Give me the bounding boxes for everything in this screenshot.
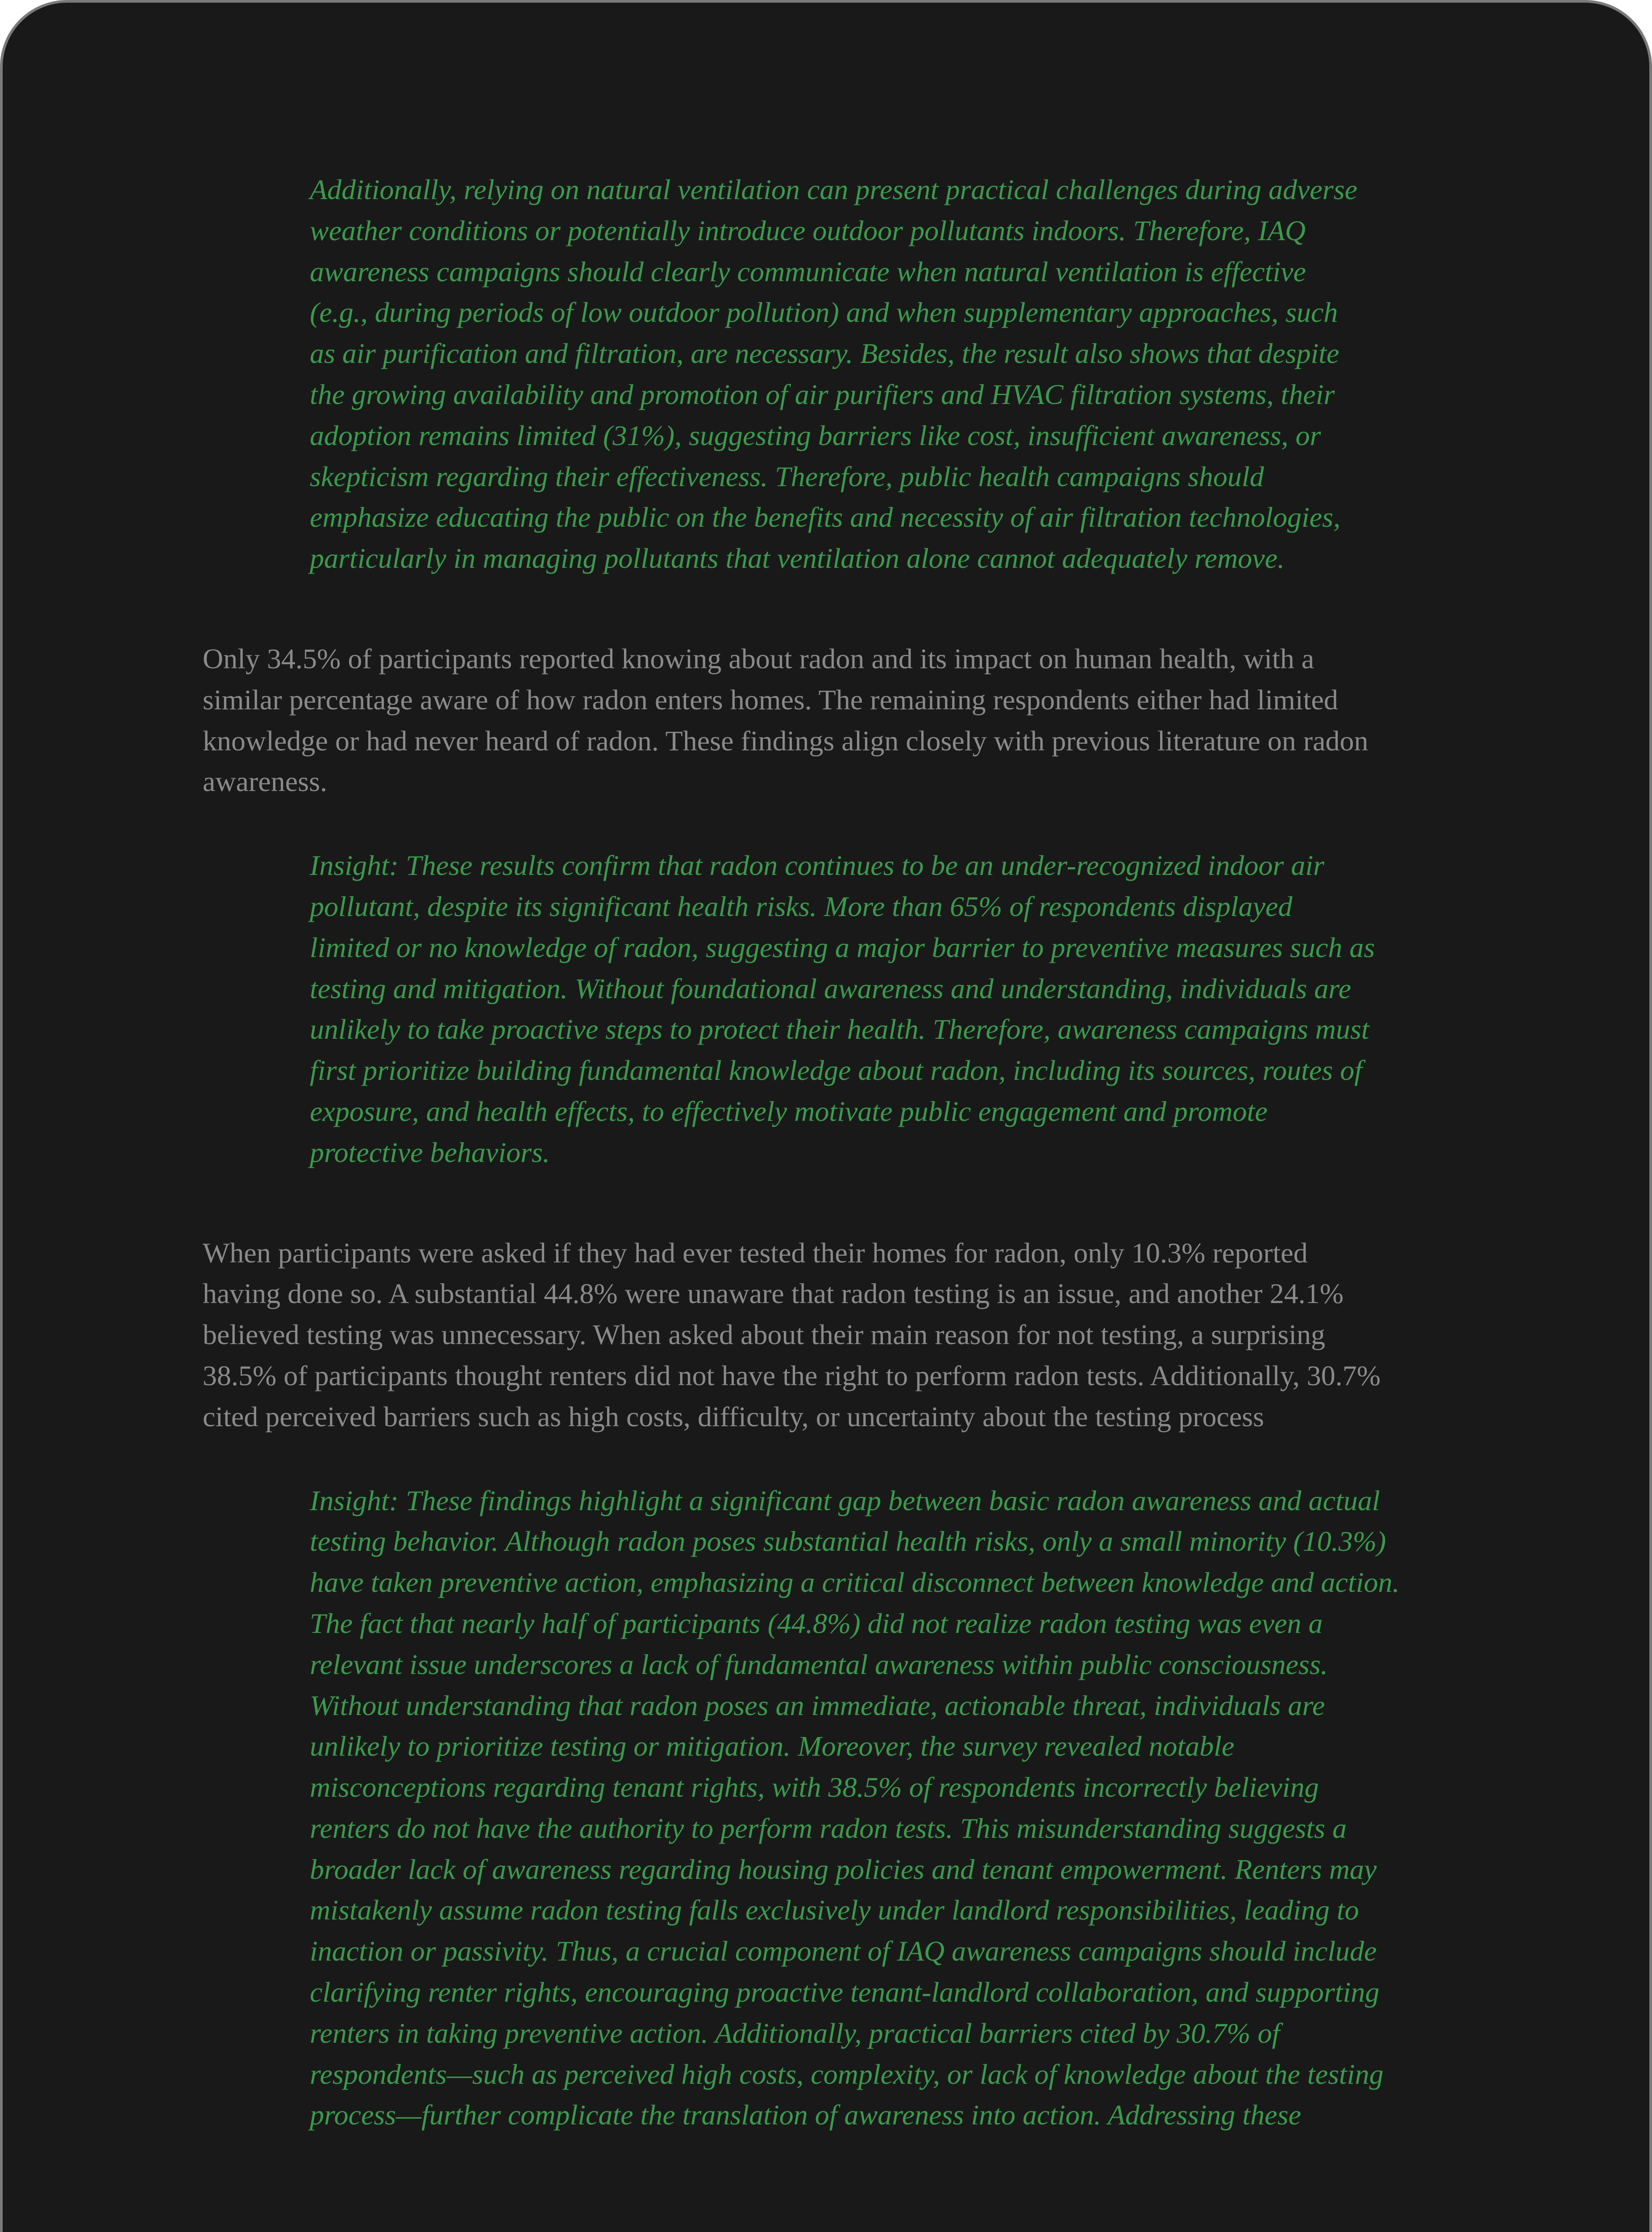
- insight-paragraph-testing-gap: Insight: These findings highlight a significant gap between basic radon awareness and actual testing behavior. Although radon poses substantial health risks, only a small minority (10.3%) have taken preventive action, emphasizing a critical disconnect between knowledge and action. The fact that nearly half of participants (44.8%) did not realize radon testing was even a relevant issue underscores a lack of fundamental awareness within public consciousness. Without understanding that radon poses an immediate, actionable threat, individuals are unlikely to prioritize testing or mitigation. Moreover, the survey revealed notable misconceptions regarding tenant rights, with 38.5% of respondents incorrectly believing renters do not have the authority to perform radon tests. This misunderstanding suggests a broader lack of awareness regarding housing policies and tenant empowerment. Renters may mistakenly assume radon testing falls exclusively under landlord responsibilities, leading to inaction or passivity. Thus, a crucial component of IAQ awareness campaigns should include clarifying renter rights, encouraging proactive tenant-landlord collaboration, and supporting renters in taking preventive action. Additionally, practical barriers cited by 30.7% of respondents—such as perceived high costs, complexity, or lack of knowledge about the testing process—further complicate the translation of awareness into action. Addressing these: [310, 1484, 1400, 2131]
- body-paragraph-radon-knowledge: Only 34.5% of participants reported knowing about radon and its impact on human health, with a similar percentage aware of how radon enters homes. The remaining respondents either had limited knowledge or had never heard of radon. These findings align closely with previous literature on radon awareness.: [203, 642, 1369, 798]
- insight-paragraph-ventilation: Additionally, relying on natural ventilation can present practical challenges during adverse weather conditions or potentially introduce outdoor pollutants indoors. Therefore, IAQ awareness campaigns should clearly communicate when natural ventilation is effective (e.g., during periods of low outdoor pollution) and when supplementary approaches, such as air purification and filtration, are necessary. Besides, the result also shows that despite the growing availability and promotion of air purifiers and HVAC filtration systems, their adoption remains limited (31%), suggesting barriers like cost, insufficient awareness, or skepticism regarding their effectiveness. Therefore, public health campaigns should emphasize educating the public on the benefits and necessity of air filtration technologies, particularly in managing pollutants that ventilation alone cannot adequately remove.: [310, 174, 1357, 575]
- document-content: [203, 169, 1457, 2136]
- body-paragraph-radon-testing: When participants were asked if they had ever tested their homes for radon, only 10.3% reported having done so. A substantial 44.8% were unaware that radon testing is an issue, and another 24.1% believed testing was unnecessary. When asked about their main reason for not testing, a surprising 38.5% of participants thought renters did not have the right to perform radon tests. Additionally, 30.7% cited perceived barriers such as high costs, difficulty, or uncertainty about the testing process: [203, 1237, 1381, 1432]
- insight-paragraph-radon-awareness: Insight: These results confirm that radon continues to be an under-recognized indoor air pollutant, despite its significant health risks. More than 65% of respondents displayed limited or no knowledge of radon, suggesting a major barrier to preventive measures such as testing and mitigation. Without foundational awareness and understanding, individuals are unlikely to take proactive steps to protect their health. Therefore, awareness campaigns must first prioritize building fundamental knowledge about radon, including its sources, routes of exposure, and health effects, to effectively motivate public engagement and promote protective behaviors.: [310, 849, 1375, 1168]
